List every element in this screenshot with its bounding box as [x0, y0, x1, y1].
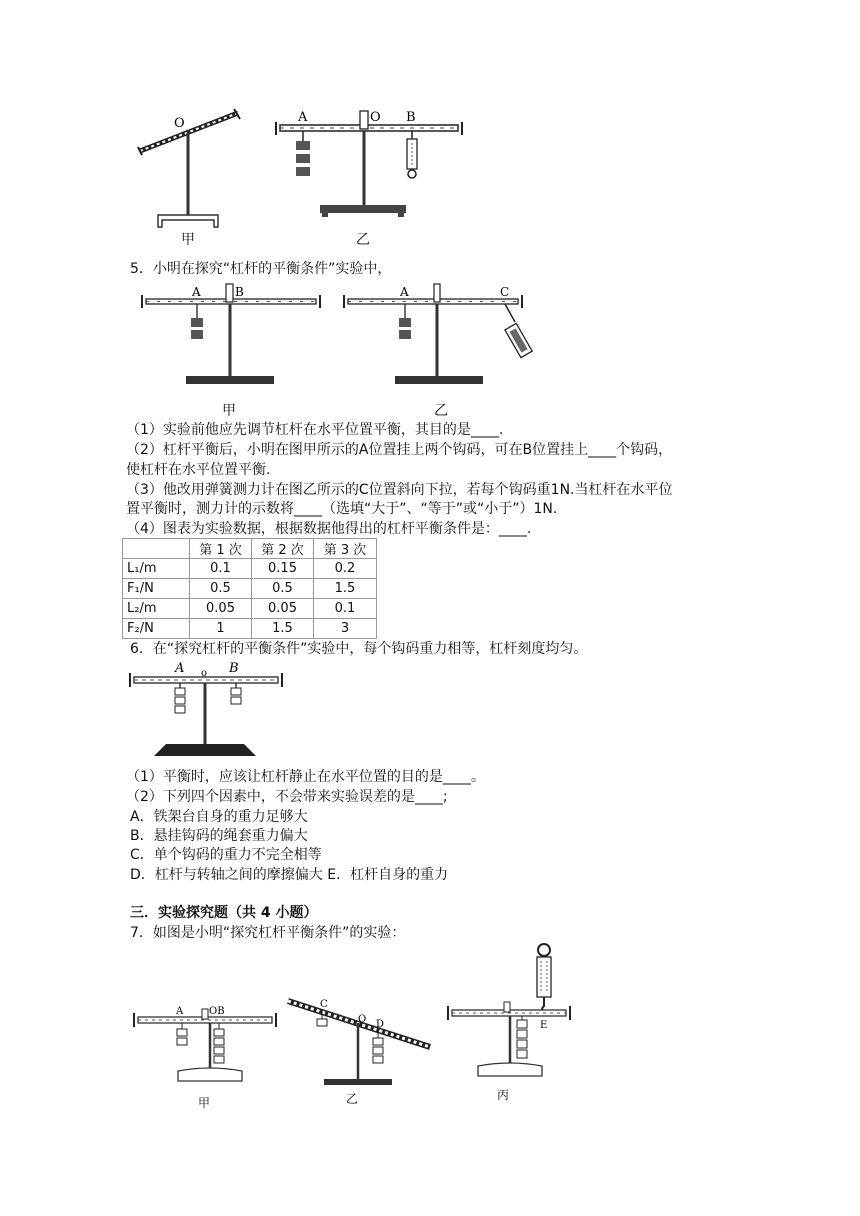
figure-q6: [128, 658, 288, 763]
q6-part2: （2）下列四个因素中，不会带来实验误差的是____;: [126, 789, 448, 805]
fig4-label-B: B: [406, 110, 416, 125]
fig5-left-label-B: B: [235, 285, 244, 299]
q5-part4: （4）图表为实验数据，根据数据他得出的杠杆平衡条件是：____.: [126, 521, 532, 537]
table-cell: F₂/N: [123, 619, 190, 639]
table-cell: L₂/m: [123, 599, 190, 619]
q5-part3-line2: 置平衡时，测力计的示数将____（选填“大于”、“等于”或“小于”）1N.: [126, 501, 558, 517]
q7-caption-jia: 甲: [198, 1096, 211, 1110]
q6-option-a: A．铁架台自身的重力足够大: [130, 809, 308, 825]
table-cell: L₁/m: [123, 559, 190, 579]
table-cell: 第 1 次: [190, 539, 252, 559]
fig4-label-O2: O: [370, 110, 381, 125]
fig5-right-label-C: C: [500, 285, 510, 299]
figure-q5-right: [340, 282, 540, 392]
table-cell: 0.5: [190, 579, 252, 599]
q6-option-b: B．悬挂钩码的绳套重力偏大: [130, 828, 308, 844]
q6-part1: （1）平衡时，应该让杠杆静止在水平位置的目的是____。: [126, 769, 485, 785]
q5-part2-line1: （2）杠杆平衡后，小明在图甲所示的A位置挂上两个钩码，可在B位置挂上____个钩码，: [126, 442, 673, 458]
fig7-label-A: A: [176, 1006, 184, 1017]
figure-q7-jia: [130, 1005, 280, 1090]
table-cell: 1.5: [252, 619, 314, 639]
fig6-label-O: o: [201, 668, 208, 679]
fig5-right-label-A: A: [400, 285, 409, 299]
q5-data-table: [122, 538, 377, 639]
fig7-label-C: C: [320, 999, 328, 1010]
q5-fig-caption-left: 甲: [222, 403, 236, 419]
table-cell: 0.1: [314, 599, 377, 619]
fig4-label-O1: O: [174, 116, 185, 131]
table-cell: 0.05: [252, 599, 314, 619]
table-row: [123, 619, 377, 639]
table-cell: [123, 539, 190, 559]
fig4-label-A: A: [298, 110, 308, 125]
table-cell: 1.5: [314, 579, 377, 599]
table-cell: 0.5: [252, 579, 314, 599]
q5-title: 5．小明在探究“杠杆的平衡条件”实验中，: [130, 261, 392, 277]
q7-title: 7．如图是小明“探究杠杆平衡条件”的实验：: [130, 925, 406, 941]
table-cell: 0.05: [190, 599, 252, 619]
figure-q5-left: [138, 282, 323, 392]
fig5-left-label-A: A: [192, 285, 201, 299]
fig6-label-A: A: [175, 661, 185, 676]
q5-part2-line2: 使杠杆在水平位置平衡.: [126, 462, 271, 478]
q7-caption-yi: 乙: [346, 1092, 359, 1106]
table-cell: 0.1: [190, 559, 252, 579]
figure-q7-yi: [284, 995, 434, 1090]
fig6-label-B: B: [229, 661, 239, 676]
q7-caption-bing: 丙: [497, 1088, 510, 1102]
q5-fig-caption-right: 乙: [434, 403, 448, 419]
figure-q7-bing: [444, 940, 574, 1080]
fig4-caption-left: 甲: [181, 232, 195, 248]
fig7-label-E: E: [540, 1020, 548, 1031]
table-row: [123, 559, 377, 579]
q6-title: 6．在“探究杠杆的平衡条件”实验中，每个钩码重力相等，杠杆刻度均匀。: [130, 641, 588, 657]
q5-part3-line1: （3）他改用弹簧测力计在图乙所示的C位置斜向下拉，若每个钩码重1N.当杠杆在水平位: [126, 482, 673, 498]
table-cell: 1: [190, 619, 252, 639]
fig7-label-D: D: [376, 1019, 385, 1030]
section-3-title: 三．实验探究题（共 4 小题）: [130, 905, 318, 921]
table-cell: 3: [314, 619, 377, 639]
table-cell: 0.2: [314, 559, 377, 579]
q6-option-c: C．单个钩码的重力不完全相等: [130, 847, 322, 863]
q5-part1: （1）实验前他应先调节杠杆在水平位置平衡，其目的是____.: [126, 422, 504, 438]
table-cell: 0.15: [252, 559, 314, 579]
fig7-label-OB: OB: [209, 1006, 225, 1017]
table-row: [123, 579, 377, 599]
figure-q4-right: [272, 105, 467, 220]
fig4-caption-right: 乙: [356, 232, 370, 248]
fig7-label-O: O: [358, 1014, 367, 1025]
q6-option-de: D．杠杆与转轴之间的摩擦偏大 E．杠杆自身的重力: [130, 867, 449, 883]
table-cell: 第 3 次: [314, 539, 377, 559]
table-row: [123, 599, 377, 619]
table-header-row: [123, 539, 377, 559]
table-cell: 第 2 次: [252, 539, 314, 559]
table-cell: F₁/N: [123, 579, 190, 599]
